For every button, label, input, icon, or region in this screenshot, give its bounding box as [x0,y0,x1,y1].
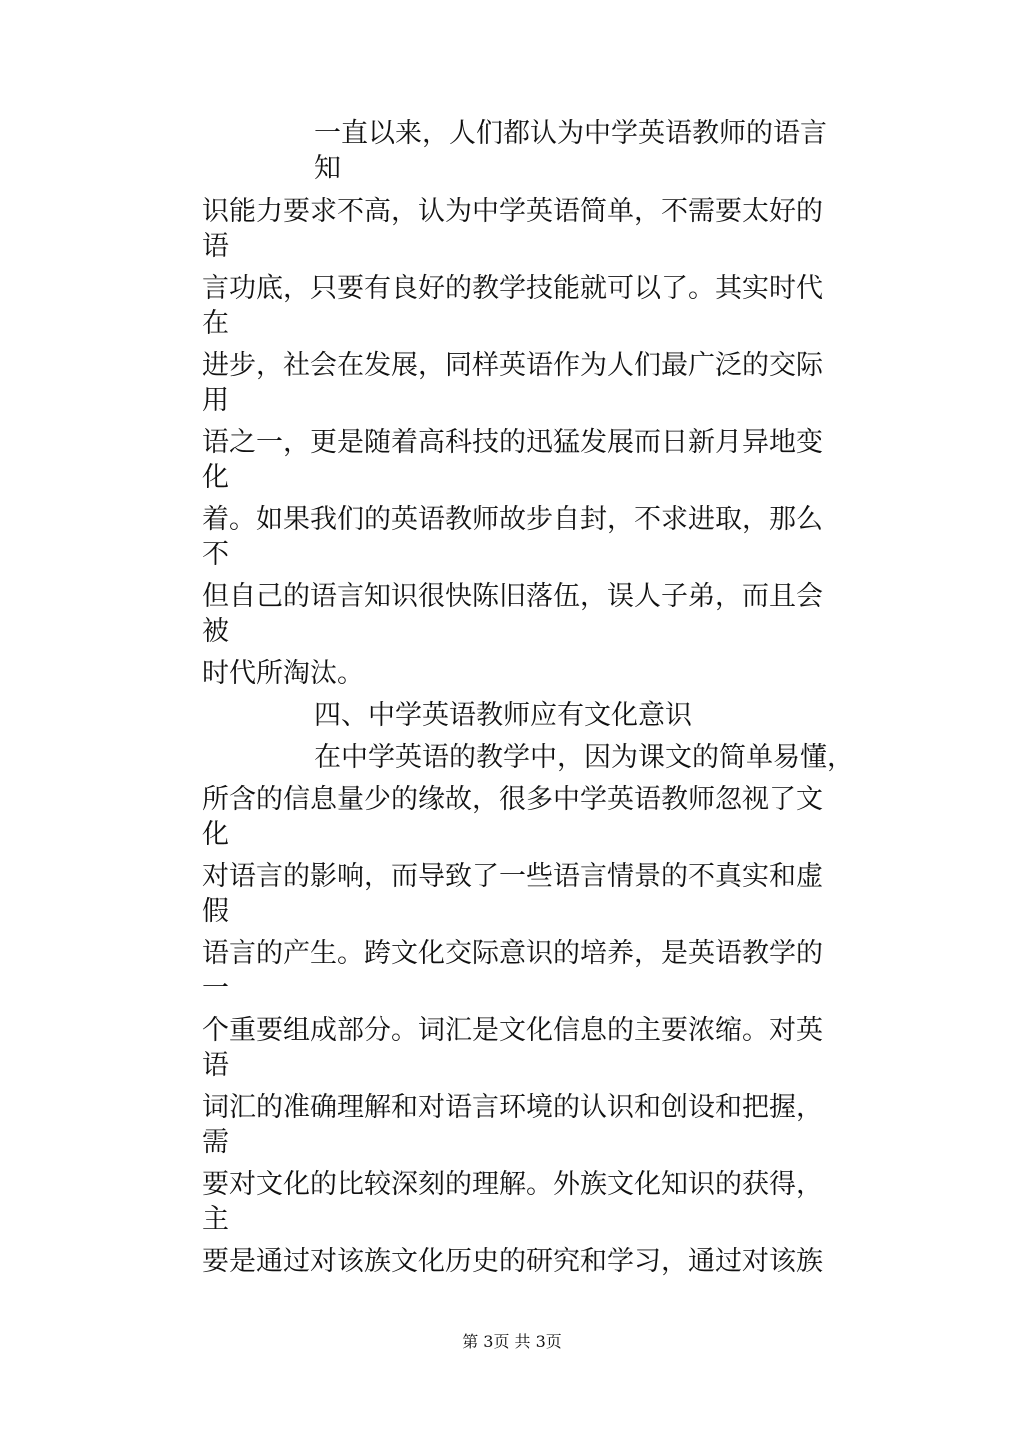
text-line: 在中学英语的教学中，因为课文的简单易懂， [314,742,854,773]
text-line: 言功底，只要有良好的教学技能就可以了。其实时代 [202,273,823,304]
text-line: 词汇的准确理解和对语言环境的认识和创设和把握， [202,1092,823,1123]
text-line: 用 [202,385,229,416]
text-line: 进步，社会在发展，同样英语作为人们最广泛的交际 [202,350,823,381]
text-line: 不 [202,539,229,570]
text-line: 化 [202,819,229,850]
text-line: 要对文化的比较深刻的理解。外族文化知识的获得， [202,1169,823,1200]
text-line: 被 [202,616,229,647]
text-line: 对语言的影响，而导致了一些语言情景的不真实和虚 [202,861,823,892]
text-line: 主 [202,1204,229,1235]
text-line: 但自己的语言知识很快陈旧落伍，误人子弟，而且会 [202,581,823,612]
text-line: 一 [202,973,229,1004]
page-number-label: 第 3页 共 3页 [462,1332,562,1351]
text-line: 在 [202,308,229,339]
text-line: 时代所淘汰。 [202,658,364,689]
text-line: 知 [314,153,341,184]
text-line: 语 [202,231,229,262]
page-footer [0,1331,1024,1353]
section-heading: 四、中学英语教师应有文化意识 [314,700,692,731]
text-line: 化 [202,462,229,493]
text-line: 个重要组成部分。词汇是文化信息的主要浓缩。对英 [202,1015,823,1046]
text-line: 语 [202,1050,229,1081]
text-line: 一直以来，人们都认为中学英语教师的语言 [314,118,827,149]
text-line: 识能力要求不高，认为中学英语简单，不需要太好的 [202,196,823,227]
text-line: 假 [202,896,229,927]
text-line: 所含的信息量少的缘故，很多中学英语教师忽视了文 [202,784,823,815]
text-line: 要是通过对该族文化历史的研究和学习，通过对该族 [202,1246,823,1277]
text-line: 需 [202,1127,229,1158]
text-line: 语之一，更是随着高科技的迅猛发展而日新月异地变 [202,427,823,458]
text-line: 语言的产生。跨文化交际意识的培养，是英语教学的 [202,938,823,969]
text-line: 着。如果我们的英语教师故步自封，不求进取，那么 [202,504,823,535]
